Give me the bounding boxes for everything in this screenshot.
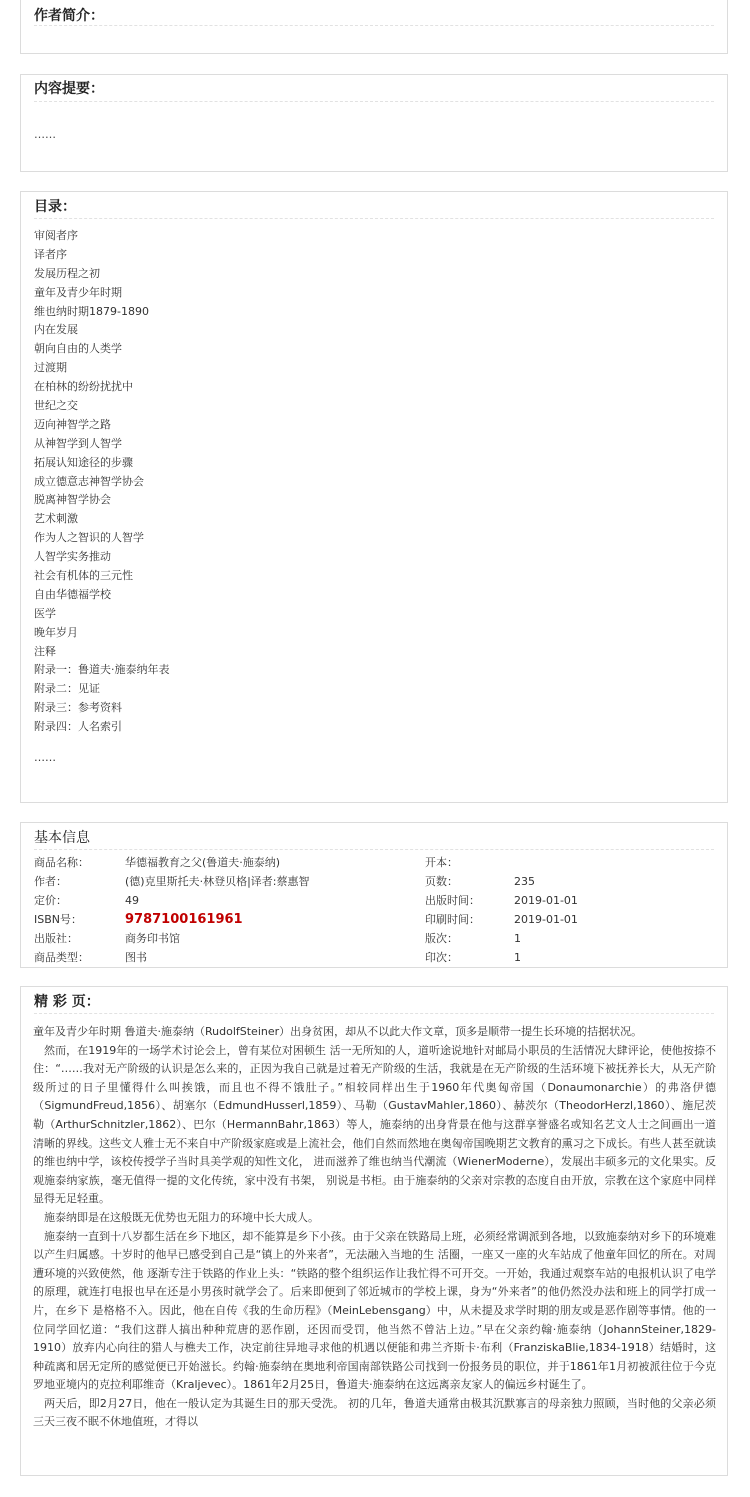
toc-item: 附录四：人名索引: [34, 720, 122, 734]
toc-item: 朝向自由的人类学: [34, 342, 122, 356]
info-value: 49: [125, 894, 139, 907]
info-label: 商品名称：: [34, 856, 89, 869]
info-row: [34, 910, 704, 929]
divider: [34, 1013, 714, 1014]
info-row: [34, 891, 704, 910]
toc-item: 在柏林的纷纷扰扰中: [34, 380, 133, 394]
toc-item: 注释: [34, 644, 56, 658]
toc-item: 自由华德福学校: [34, 587, 111, 601]
summary-body: ……: [34, 128, 56, 141]
info-value: 2019-01-01: [514, 894, 578, 907]
divider: [34, 218, 714, 219]
toc-item: 附录二：见证: [34, 682, 100, 696]
info-label: 定价：: [34, 894, 67, 907]
toc-item: 过渡期: [34, 361, 67, 375]
toc-item: 从神智学到人智学: [34, 436, 122, 450]
toc-item: 成立德意志神智学协会: [34, 474, 144, 488]
info-value: 2019-01-01: [514, 913, 578, 926]
excerpt-paragraph: 施泰纳即是在这般既无优势也无阻力的环境中长大成人。: [33, 1210, 319, 1224]
info-row: [34, 948, 704, 967]
info-value: 1: [514, 951, 521, 964]
divider: [34, 849, 714, 850]
info-value: 235: [514, 875, 535, 888]
toc-item: 附录一：鲁道夫·施泰纳年表: [34, 663, 170, 677]
info-row: [34, 872, 704, 891]
info-label: 印刷时间：: [425, 913, 480, 926]
excerpt-paragraph: 施泰纳一直到十八岁都生活在乡下地区，却不能算是乡下小孩。由于父亲在铁路局上班，必须经常调派到各地，以致施泰纳对乡下的环境难以产生归属感。十岁时的他早已感受到自己是“镇上的外来者”，无法融入当地的生 活圈，一座又一座的火车站成了他童年回忆的所在。对周遭环境的兴致使然，他 逐渐专注于铁路的作业上头：“铁路的整个组织运作让我忙得不可开交。一开始，我通过观察车站的电报机认识了电学的原理，就连打电报也早在还是小男孩时就学会了。后来即便到了邻近城市的学校上课，身为“外来者”的他仍然没办法和班上的同学打成一 片，在乡下 是格格不入。因此，他在自传《我的生命历程》（MeinLebensgang）中，从未提及求学时期的朋友或是恶作剧等事情。他的一位同学回忆道：“我们这群人搞出种种荒唐的恶作剧，还因而受罚，他当然不曾沾上边。”早在父亲约翰·施泰纳（JohannSteiner,1829-1910）放弃内心向往的猎人与樵夫工作，决定前往异地寻求他的机遇以便能和弗兰齐斯卡·布利（FranziskaBlie,1834-1918）结婚时，这种疏离和居无定所的感觉便已开始滋长。约翰·施泰纳在奥地利帝国南部铁路公司找到一份报务员的职位，并于1861年1月初被派往位于今克罗地亚境内的克拉利耶维奇（Kraljevec）。1861年2月25日，鲁道夫·施泰纳在这远离亲友家人的偏远乡村诞生了。: [33, 1229, 716, 1392]
toc-item: 脱离神智学协会: [34, 493, 111, 507]
toc-item: 维也纳时期1879-1890: [34, 304, 149, 318]
info-label: ISBN号：: [34, 913, 83, 926]
toc-item: 晚年岁月: [34, 625, 78, 639]
divider: [34, 25, 714, 26]
author-section: [20, 0, 728, 54]
toc-item: 审阅者序: [34, 229, 78, 242]
info-label: 版次：: [425, 932, 458, 945]
toc-section: [20, 191, 728, 803]
toc-item: 人智学实务推动: [34, 550, 111, 564]
excerpt-paragraph: 两天后，即2月27日，他在一般认定为其诞生日的那天受洗。 初的几年，鲁道夫通常由极其沉默寡言的母亲独力照顾，当时他的父亲必须三天三夜不眠不休地值班，才得以: [33, 1396, 716, 1429]
excerpt-paragraph: 然而，在1919年的一场学术讨论会上，曾有某位对困顿生 活一无所知的人，道听途说地针对邮局小职员的生活情况大肆评论，使他按捺不住：“……我对无产阶级的认识是怎么来的，正因为我自己就是过着无产阶级的生活，我就是在无产阶级的生活环境下被抚养长大，从无产阶级所过的日子里懂得什么叫挨饿，而且也不得不饿肚子。”相较同样出生于1960年代奥匈帝国（Donaumonarchie）的弗洛伊德（SigmundFreud,1856）、胡塞尔（EdmundHusserl,1859）、马勒（GustavMahler,1860）、赫茨尔（TheodorHerzl,1860）、施尼茨勒（ArthurSchnitzler,1862）、巴尔（HermannBahr,1863）等人，施泰纳的出身背景在他与这群享誉盛名或知名艺文人士之间画出一道清晰的界线。这些文人雅士无不来自中产阶级家庭或是上流社会，他们自然而然地在奥匈帝国晚期艺文教育的熏习之下成长。有些人甚至就读 的维也纳中学，该校传授学子当时具美学观的知性文化， 进而滋养了维也纳当代潮流（WienerModerne），发展出丰硕多元的文化果实。反观施泰纳家族，毫无值得一提的文化传统，家中没有书架， 别说是书柜。由于施泰纳的父亲对宗教的态度自由开放，宗教在这个家庭中同样显得无足轻重。: [33, 1043, 716, 1206]
isbn-value: 9787100161961: [125, 912, 243, 927]
info-section: [20, 822, 728, 968]
toc-item: 发展历程之初: [34, 266, 100, 280]
toc-item: 童年及青少年时期: [34, 285, 122, 299]
toc-item: 拓展认知途径的步骤: [34, 455, 133, 469]
info-value: 1: [514, 932, 521, 945]
excerpt-paragraph: 童年及青少年时期 鲁道夫·施泰纳（RudolfSteiner）出身贫困，却从不以此大作文章，顶多是顺带一提生长环境的拮据状况。: [33, 1025, 643, 1038]
toc-ellipsis: ……: [34, 751, 56, 765]
info-value: (德)克里斯托夫·林登贝格|译者:蔡惠智: [125, 875, 310, 888]
toc-item: 作为人之智识的人智学: [34, 531, 144, 545]
info-section-title: 基本信息: [34, 830, 90, 846]
excerpt-body: [33, 1023, 716, 1432]
toc-item: 译者序: [34, 247, 67, 261]
excerpt-section-title: 精 彩 页：: [34, 994, 100, 1010]
info-label: 开本：: [425, 856, 458, 869]
toc-item: 迈向神智学之路: [34, 417, 111, 431]
toc-item: 世纪之交: [34, 399, 78, 413]
toc-item: 社会有机体的三元性: [34, 569, 133, 583]
author-section-title: 作者简介：: [34, 8, 104, 24]
info-value: 华德福教育之父(鲁道夫·施泰纳): [125, 856, 281, 869]
toc-item: 附录三：参考资料: [34, 701, 122, 715]
summary-section: [20, 74, 728, 172]
info-row: [34, 929, 704, 948]
info-label: 印次：: [425, 951, 458, 964]
toc-list: [34, 227, 170, 768]
toc-item: 内在发展: [34, 323, 78, 337]
excerpt-section: [20, 986, 728, 1476]
summary-section-title: 内容提要：: [34, 81, 104, 97]
divider: [34, 101, 714, 102]
info-label: 出版时间：: [425, 894, 480, 907]
toc-item: 艺术刺激: [34, 512, 78, 526]
info-label: 商品类型：: [34, 951, 89, 964]
toc-section-title: 目录：: [34, 199, 76, 215]
info-label: 页数：: [425, 875, 458, 888]
info-row: [34, 853, 704, 872]
info-label: 出版社：: [34, 932, 78, 945]
info-value: 商务印书馆: [125, 932, 180, 945]
toc-item: 医学: [34, 606, 56, 620]
info-value: 图书: [125, 951, 147, 964]
info-label: 作者：: [34, 875, 67, 888]
